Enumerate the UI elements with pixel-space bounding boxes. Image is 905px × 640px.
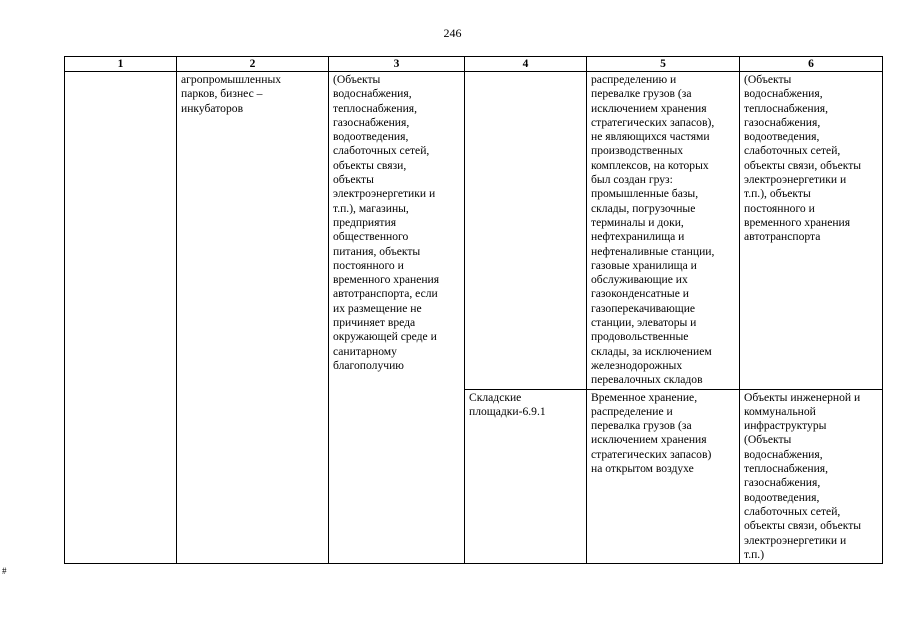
cell-text-line: теплоснабжения, bbox=[744, 101, 829, 115]
cell-text-line: причиняет вреда bbox=[333, 316, 416, 330]
cell-text-line: (Объекты bbox=[333, 73, 381, 86]
header-col-2: 2 bbox=[177, 57, 329, 72]
cell-text-line: перевалка грузов (за bbox=[591, 419, 692, 433]
cell-text-line: т.п.), магазины, bbox=[333, 201, 409, 215]
cell-text-line: теплоснабжения, bbox=[744, 462, 829, 476]
cell-r1-c1 bbox=[65, 72, 177, 564]
cell-text-line: благополучию bbox=[333, 358, 404, 372]
cell-text-line: промышленные базы, bbox=[591, 187, 699, 201]
cell-text-line: Временное хранение, bbox=[591, 390, 698, 404]
cell-text-line: теплоснабжения, bbox=[333, 101, 418, 115]
cell-text-line: газовые хранилища и bbox=[591, 258, 697, 272]
cell-text-line: постоянного и bbox=[333, 258, 404, 272]
cell-r2-c4 bbox=[465, 389, 587, 564]
cell-text-line: на открытом воздухе bbox=[591, 462, 694, 476]
header-col-3: 3 bbox=[329, 57, 465, 72]
cell-text-line: стратегических запасов) bbox=[591, 447, 712, 461]
cell-r1-c3 bbox=[329, 72, 465, 564]
cell-text-line: водоотведения, bbox=[333, 130, 409, 144]
cell-text-line: инкубаторов bbox=[181, 101, 244, 115]
cell-text-line: постоянного и bbox=[744, 201, 815, 215]
cell-text-line: исключением хранения bbox=[591, 433, 707, 447]
cell-r2-c5 bbox=[587, 389, 740, 564]
cell-text-line: перевалочных складов bbox=[591, 373, 703, 387]
cell-text-line: комплексов, на которых bbox=[591, 158, 709, 172]
cell-text-line: газоснабжения, bbox=[333, 115, 410, 129]
cell-text-line: производственных bbox=[591, 144, 684, 158]
cell-text-line: распределению и bbox=[591, 73, 677, 86]
cell-r1-c2 bbox=[177, 72, 329, 564]
cell-text-line: не являющихся частями bbox=[591, 130, 710, 144]
cell-text-line: Объекты инженерной и bbox=[744, 390, 861, 404]
cell-r1-c6 bbox=[740, 72, 883, 390]
cell-text-line: парков, бизнес – bbox=[181, 87, 263, 101]
cell-text-line: водоотведения, bbox=[744, 130, 820, 144]
cell-text-line: агропромышленных bbox=[181, 73, 282, 86]
cell-text-line: исключением хранения bbox=[591, 101, 707, 115]
cell-text-line: нефтеналивные станции, bbox=[591, 244, 715, 258]
cell-text-line: питания, объекты bbox=[333, 244, 421, 258]
cell-text-line: водоснабжения, bbox=[744, 447, 823, 461]
cell-text-line: электроэнергетики и bbox=[744, 533, 847, 547]
table-row bbox=[65, 72, 883, 390]
header-col-1: 1 bbox=[65, 57, 177, 72]
cell-text-line: санитарному bbox=[333, 344, 397, 358]
cell-text-line: был создан груз: bbox=[591, 173, 673, 187]
cell-text-line: электроэнергетики и bbox=[744, 173, 847, 187]
cell-text-line: слаботочных сетей, bbox=[744, 504, 841, 518]
cell-r1-c5 bbox=[587, 72, 740, 390]
cell-text-line: газоперекачивающие bbox=[591, 301, 696, 315]
cell-text-line: перевалке грузов (за bbox=[591, 87, 692, 101]
cell-text-line: Складские bbox=[469, 390, 522, 404]
cell-text-line: их размещение не bbox=[333, 301, 422, 315]
cell-text-line: станции, элеваторы и bbox=[591, 316, 697, 330]
cell-text-line: газоснабжения, bbox=[744, 476, 821, 490]
table-header-row bbox=[65, 57, 883, 72]
margin-mark: # bbox=[2, 566, 7, 576]
cell-text-line: общественного bbox=[333, 230, 409, 244]
cell-text-line: площадки-6.9.1 bbox=[469, 404, 546, 418]
cell-text-line: склады, погрузочные bbox=[591, 201, 696, 215]
cell-r1-c4 bbox=[465, 72, 587, 390]
cell-text-line: т.п.) bbox=[744, 547, 765, 561]
cell-text-line: газоконденсатные и bbox=[591, 287, 689, 301]
cell-text-line: водоотведения, bbox=[744, 490, 820, 504]
cell-text-line: (Объекты bbox=[744, 73, 792, 86]
cell-text-line: т.п.), объекты bbox=[744, 187, 811, 201]
cell-r2-c6 bbox=[740, 389, 883, 564]
cell-text-line: водоснабжения, bbox=[333, 87, 412, 101]
cell-text-line: стратегических запасов), bbox=[591, 115, 715, 129]
page-number: 246 bbox=[443, 26, 462, 40]
cell-text-line: обслуживающие их bbox=[591, 273, 688, 287]
cell-text-line: инфраструктуры bbox=[744, 419, 827, 433]
cell-text-line: объекты связи, объекты bbox=[744, 519, 862, 533]
cell-text-line: водоснабжения, bbox=[744, 87, 823, 101]
cell-text-line: слаботочных сетей, bbox=[333, 144, 430, 158]
header-col-4: 4 bbox=[465, 57, 587, 72]
header-col-5: 5 bbox=[587, 57, 740, 72]
cell-text-line: нефтехранилища и bbox=[591, 230, 685, 244]
cell-text-line: временного хранения bbox=[333, 273, 440, 287]
cell-text-line: автотранспорта bbox=[744, 230, 821, 244]
cell-text-line: коммунальной bbox=[744, 404, 816, 418]
cell-text-line: продовольственные bbox=[591, 330, 689, 344]
cell-text-line: (Объекты bbox=[744, 433, 792, 447]
cell-text-line: автотранспорта, если bbox=[333, 287, 438, 301]
cell-text-line: терминалы и доки, bbox=[591, 215, 684, 229]
cell-text-line: распределение и bbox=[591, 404, 673, 418]
cell-text-line: объекты связи, bbox=[333, 158, 407, 172]
cell-text-line: окружающей среде и bbox=[333, 330, 437, 344]
land-use-table bbox=[64, 56, 883, 564]
cell-text-line: слаботочных сетей, bbox=[744, 144, 841, 158]
cell-text-line: объекты bbox=[333, 173, 374, 187]
cell-text-line: предприятия bbox=[333, 215, 397, 229]
cell-text-line: объекты связи, объекты bbox=[744, 158, 862, 172]
header-col-6: 6 bbox=[740, 57, 883, 72]
cell-text-line: склады, за исключением bbox=[591, 344, 712, 358]
cell-text-line: железнодорожных bbox=[591, 358, 683, 372]
cell-text-line: временного хранения bbox=[744, 215, 851, 229]
cell-text-line: газоснабжения, bbox=[744, 115, 821, 129]
cell-text-line: электроэнергетики и bbox=[333, 187, 436, 201]
